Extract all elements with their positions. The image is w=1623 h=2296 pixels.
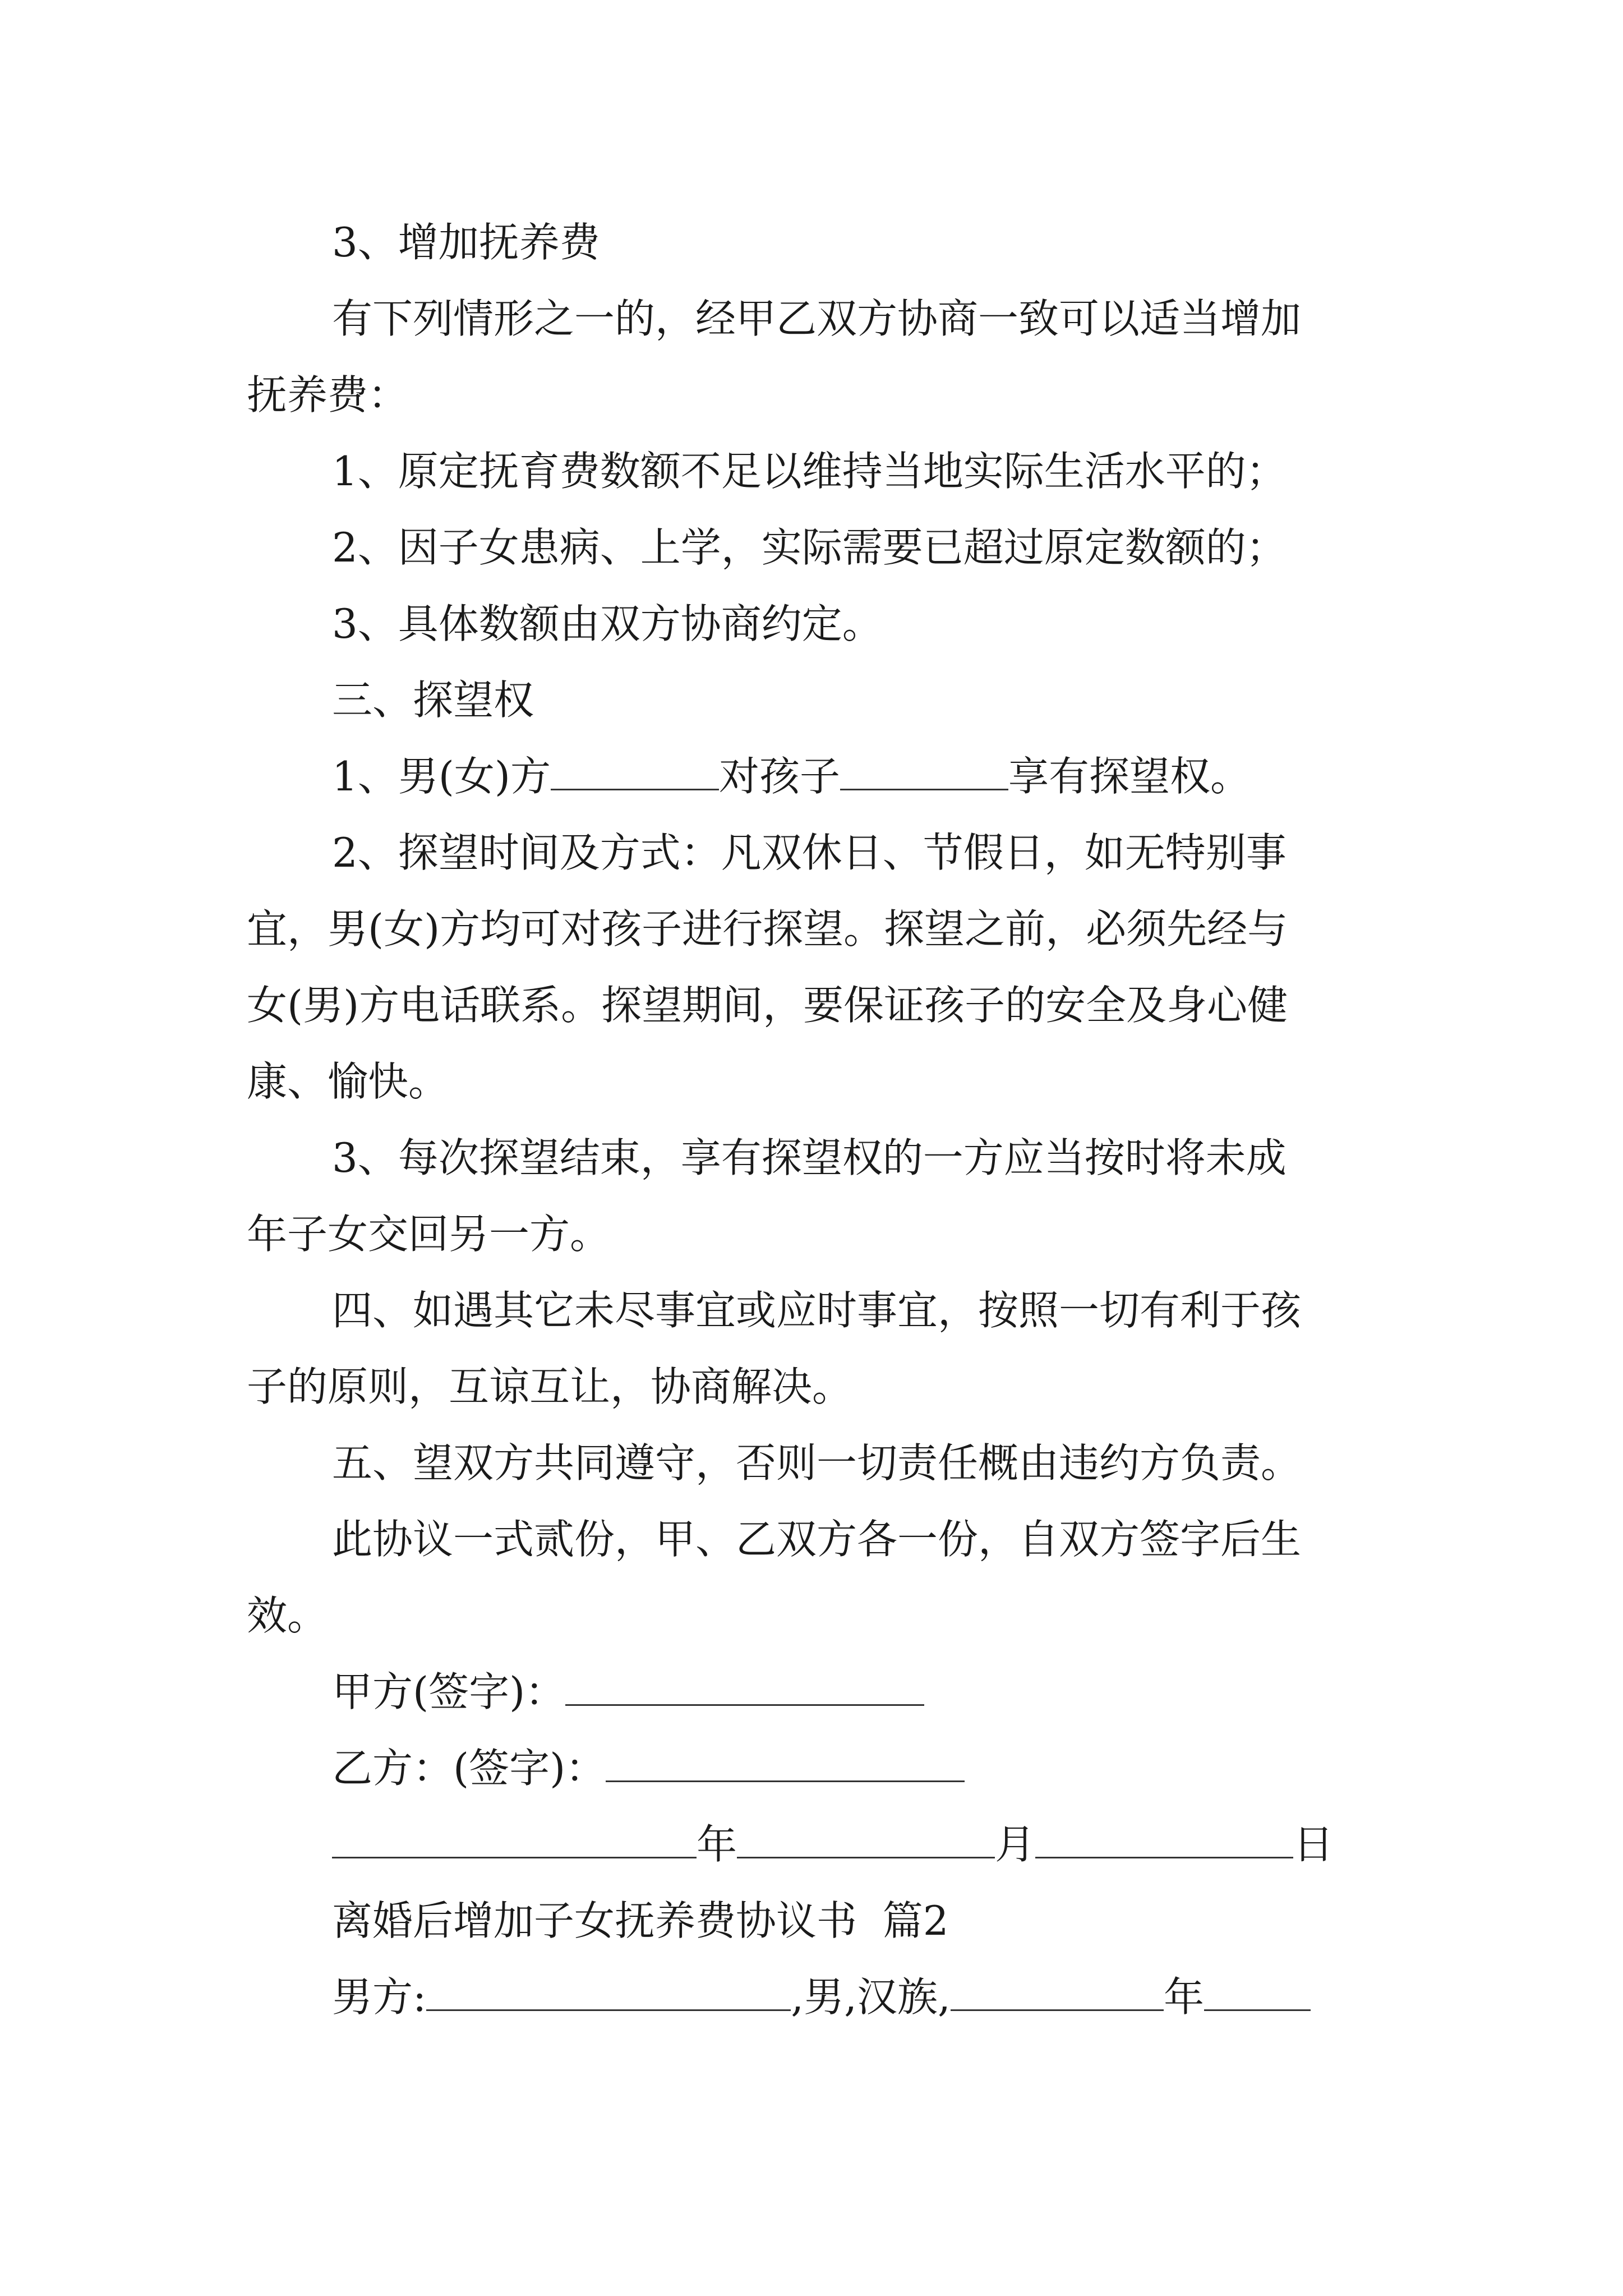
paragraph-line: 女(男)方电话联系。探望期间，要保证孩子的安全及身心健 (247, 982, 1288, 1029)
paragraph-line: 五、望双方共同遵守，否则一切责任概由违约方负责。 (332, 1439, 1302, 1487)
blank-field (551, 754, 719, 790)
date-month-blank (737, 1822, 995, 1858)
paragraph-line: 宜，男(女)方均可对孩子进行探望。探望之前，必须先经与 (247, 905, 1288, 953)
date-day-label: 日 (1293, 1821, 1334, 1868)
paragraph-line: 四、如遇其它未尽事宜或应时事宜，按照一切有利于孩 (332, 1287, 1302, 1334)
heading-increase-support: 3、增加抚养费 (332, 219, 600, 266)
date-month-label: 月 (995, 1821, 1036, 1868)
male-party-gender: ,男,汉族, (791, 1973, 951, 2021)
visitation-line (332, 748, 1251, 804)
signature-blank (565, 1669, 924, 1706)
section-2-title: 离婚后增加子女抚养费协议书 篇2 (332, 1897, 949, 1944)
date-year-label: 年 (697, 1821, 737, 1868)
paragraph-line: 康、愉快。 (247, 1058, 449, 1105)
paragraph-line: 3、每次探望结束，享有探望权的一方应当按时将未成 (332, 1134, 1287, 1181)
blank-field (840, 754, 1008, 790)
date-year-blank (332, 1822, 697, 1858)
list-item: 1、原定抚育费数额不足以维持当地实际生活水平的； (332, 448, 1287, 495)
male-party-label: 男方: (332, 1973, 427, 2021)
signature-party-b (332, 1740, 965, 1796)
list-item: 3、具体数额由双方协商约定。 (332, 600, 883, 647)
blank-field (1204, 1975, 1311, 2011)
visitation-prefix: 1、男(女)方 (332, 753, 551, 800)
date-day-blank (1035, 1822, 1293, 1858)
visitation-suffix: 享有探望权。 (1008, 753, 1251, 800)
blank-field (426, 1975, 791, 2011)
date-line (332, 1816, 1334, 1872)
signature-blank (606, 1746, 965, 1782)
male-party-year-label: 年 (1163, 1973, 1204, 2021)
paragraph-line: 2、探望时间及方式：凡双休日、节假日，如无特别事 (332, 829, 1287, 876)
paragraph-line: 有下列情形之一的，经甲乙双方协商一致可以适当增加 (332, 295, 1302, 342)
paragraph-line: 年子女交回另一方。 (247, 1211, 611, 1258)
signature-party-a (332, 1664, 924, 1720)
paragraph-line: 此协议一式贰份，甲、乙双方各一份，自双方签字后生 (332, 1516, 1302, 1563)
male-party-line (332, 1969, 1311, 2025)
heading-visitation-right: 三、探望权 (332, 677, 534, 724)
paragraph-line: 子的原则，互谅互让，协商解决。 (247, 1363, 853, 1410)
signature-party-a-label: 甲方(签字)： (332, 1668, 566, 1715)
paragraph-line: 抚养费： (247, 371, 409, 418)
paragraph-line: 效。 (247, 1592, 328, 1639)
signature-party-b-label: 乙方：(签字)： (332, 1745, 606, 1792)
list-item: 2、因子女患病、上学，实际需要已超过原定数额的； (332, 524, 1287, 571)
blank-field (951, 1975, 1164, 2011)
visitation-middle: 对孩子 (719, 753, 841, 800)
